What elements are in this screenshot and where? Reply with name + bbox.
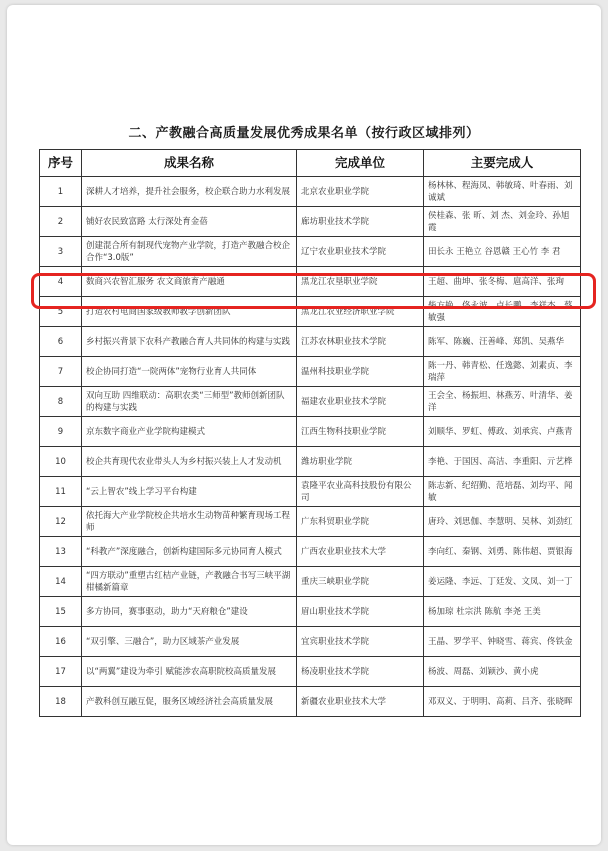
row-number: 15 xyxy=(40,597,82,627)
row-number: 18 xyxy=(40,687,82,717)
table-header-row xyxy=(40,150,581,177)
row-number: 12 xyxy=(40,507,82,537)
main-contributors: 侯桂森、张 昕、刘 杰、刘金玲、孙旭霞 xyxy=(424,207,581,237)
main-contributors: 姜运隆、李远、丁廷发、文凤、刘一丁 xyxy=(424,567,581,597)
completing-unit: 宜宾职业技术学院 xyxy=(297,627,424,657)
main-contributors: 陈军、陈巍、汪善峰、郑凯、吴燕华 xyxy=(424,327,581,357)
table-row xyxy=(40,297,581,327)
completing-unit: 杨凌职业技术学院 xyxy=(297,657,424,687)
results-table xyxy=(39,149,581,717)
completing-unit: 眉山职业技术学院 xyxy=(297,597,424,627)
completing-unit: 温州科技职业学院 xyxy=(297,357,424,387)
row-number: 1 xyxy=(40,177,82,207)
completing-unit: 江苏农林职业技术学院 xyxy=(297,327,424,357)
achievement-title: 打造农村电商国家级教师教学创新团队 xyxy=(82,297,297,327)
table-row xyxy=(40,417,581,447)
table-row xyxy=(40,537,581,567)
completing-unit: 新疆农业职业技术大学 xyxy=(297,687,424,717)
table-row xyxy=(40,327,581,357)
completing-unit: 袁隆平农业高科技股份有限公司 xyxy=(297,477,424,507)
table-row xyxy=(40,207,581,237)
completing-unit: 潍坊职业学院 xyxy=(297,447,424,477)
row-number: 9 xyxy=(40,417,82,447)
achievement-title: 以“两翼”建设为牵引 赋能涉农高职院校高质量发展 xyxy=(82,657,297,687)
table-row xyxy=(40,387,581,417)
completing-unit: 辽宁农业职业技术学院 xyxy=(297,237,424,267)
achievement-title: “双引擎、三融合”，助力区域茶产业发展 xyxy=(82,627,297,657)
main-contributors: 刘顺华、罗虹、傅政、刘承宾、卢燕青 xyxy=(424,417,581,447)
row-number: 5 xyxy=(40,297,82,327)
document-heading: 二、产教融合高质量发展优秀成果名单（按行政区域排列） xyxy=(128,126,480,141)
table-row xyxy=(40,687,581,717)
achievement-title: 依托海大产业学院校企共培水生动物苗种繁育现场工程师 xyxy=(82,507,297,537)
row-number: 4 xyxy=(40,267,82,297)
main-contributors: 王晶、罗学平、钟晓雪、蒋宾、佟铁金 xyxy=(424,627,581,657)
completing-unit: 北京农业职业学院 xyxy=(297,177,424,207)
main-contributors: 李向红、秦钢、刘勇、陈伟超、贾银海 xyxy=(424,537,581,567)
completing-unit: 广东科贸职业学院 xyxy=(297,507,424,537)
completing-unit: 福建农业职业技术学院 xyxy=(297,387,424,417)
row-number: 6 xyxy=(40,327,82,357)
table-row xyxy=(40,267,581,297)
row-number: 7 xyxy=(40,357,82,387)
table-row xyxy=(40,357,581,387)
row-number: 16 xyxy=(40,627,82,657)
row-number: 14 xyxy=(40,567,82,597)
main-contributors: 陈一丹、韩青松、任逸懿、刘素贞、李瑞萍 xyxy=(424,357,581,387)
achievement-title: “科教产”深度融合，创新构建国际多元协同育人模式 xyxy=(82,537,297,567)
achievement-title: 乡村振兴背景下农科产教融合育人共同体的构建与实践 xyxy=(82,327,297,357)
main-contributors: 陈志新、纪绍勤、范培磊、刘均平、闻敏 xyxy=(424,477,581,507)
main-contributors: 柴方艳、佟永波、卢长鹏、李祥杰、蔡敏强 xyxy=(424,297,581,327)
completing-unit: 广西农业职业技术大学 xyxy=(297,537,424,567)
table-row xyxy=(40,237,581,267)
row-number: 3 xyxy=(40,237,82,267)
table-row xyxy=(40,597,581,627)
achievement-title: 深耕人才培养，提升社会服务，校企联合助力水利发展 xyxy=(82,177,297,207)
achievement-title: 创建混合所有制现代宠物产业学院，打造产教融合校企合作“3.0版” xyxy=(82,237,297,267)
column-header-title: 成果名称 xyxy=(82,150,297,177)
column-header-unit: 完成单位 xyxy=(297,150,424,177)
main-contributors: 邓双义、于明明、高莉、吕齐、张晓晖 xyxy=(424,687,581,717)
table-row xyxy=(40,447,581,477)
achievement-title: 铺好农民致富路 太行深处育金蓓 xyxy=(82,207,297,237)
main-contributors: 田长永 王艳立 谷恩赣 王心竹 李 君 xyxy=(424,237,581,267)
main-contributors: 杨波、周磊、刘颖沙、黄小虎 xyxy=(424,657,581,687)
column-header-people: 主要完成人 xyxy=(424,150,581,177)
row-number: 11 xyxy=(40,477,82,507)
achievement-title: 京东数字商业产业学院构建模式 xyxy=(82,417,297,447)
row-number: 13 xyxy=(40,537,82,567)
completing-unit: 重庆三峡职业学院 xyxy=(297,567,424,597)
row-number: 8 xyxy=(40,387,82,417)
table-row xyxy=(40,627,581,657)
achievement-title: “云上智农”线上学习平台构建 xyxy=(82,477,297,507)
main-contributors: 杨林林、程海凤、韩敏琦、叶春雨、刘诚斌 xyxy=(424,177,581,207)
completing-unit: 黑龙江农业经济职业学院 xyxy=(297,297,424,327)
table-row xyxy=(40,477,581,507)
table-row xyxy=(40,177,581,207)
completing-unit: 黑龙江农垦职业学院 xyxy=(297,267,424,297)
row-number: 2 xyxy=(40,207,82,237)
completing-unit: 江西生物科技职业学院 xyxy=(297,417,424,447)
row-number: 10 xyxy=(40,447,82,477)
column-header-number: 序号 xyxy=(40,150,82,177)
completing-unit: 廊坊职业技术学院 xyxy=(297,207,424,237)
achievement-title: 校企共育现代农业带头人为乡村振兴装上人才发动机 xyxy=(82,447,297,477)
main-contributors: 李艳、于国因、高洁、李重阳、亓艺桦 xyxy=(424,447,581,477)
achievement-title: 多方协同，赛事驱动，助力“天府粮仓”建设 xyxy=(82,597,297,627)
achievement-title: 校企协同打造“一院两体”宠物行业育人共同体 xyxy=(82,357,297,387)
main-contributors: 唐玲、刘思伽、李慧明、吴林、刘劲红 xyxy=(424,507,581,537)
achievement-title: 数商兴农智汇服务 农文商旅育产融通 xyxy=(82,267,297,297)
table-row xyxy=(40,657,581,687)
achievement-title: 产教科创互融互促，服务区域经济社会高质量发展 xyxy=(82,687,297,717)
table-row xyxy=(40,507,581,537)
achievement-title: “四方联动”重塑古红桔产业链，产教融合书写三峡平湖柑橘新篇章 xyxy=(82,567,297,597)
main-contributors: 王超、曲坤、张冬梅、扈高洋、张珣 xyxy=(424,267,581,297)
table-row xyxy=(40,567,581,597)
row-number: 17 xyxy=(40,657,82,687)
achievement-title: 双向互助 四维联动：高职农类“三师型”教师创新团队的构建与实践 xyxy=(82,387,297,417)
main-contributors: 王会全、杨振坦、林燕芳、叶清华、姜洋 xyxy=(424,387,581,417)
main-contributors: 杨加琼 杜宗洪 陈航 李尧 王美 xyxy=(424,597,581,627)
